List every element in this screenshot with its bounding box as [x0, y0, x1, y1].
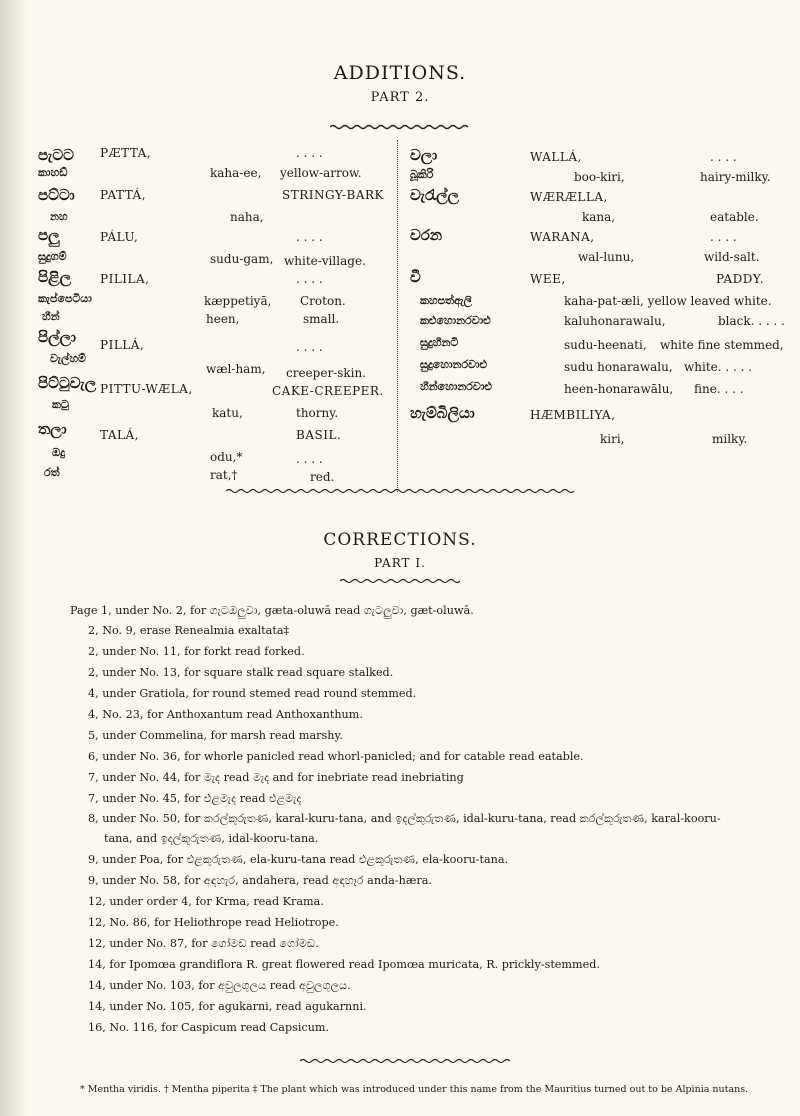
gloss: wal-lunu, [578, 250, 635, 264]
sinhala-gloss: කටු [52, 398, 69, 411]
gloss: sudu honarawalu, [564, 360, 673, 374]
english-label: eatable. [710, 210, 759, 224]
ornamental-rule [340, 578, 460, 584]
english-label: CAKE-CREEPER. [272, 384, 384, 398]
correction-line: Page 1, under No. 2, for ගැටඔලුවා, gæta-oluwā read ගැටලුවා, gæt-oluwā. [70, 604, 474, 617]
gloss: sudu-gam, [210, 252, 274, 266]
english-gloss: wild-salt. [704, 250, 760, 264]
sinhala-gloss: බූකිරි [410, 168, 434, 181]
ornamental-rule [330, 124, 470, 130]
term-roman: TALÁ, [100, 428, 139, 442]
english-label: . . . . [296, 340, 323, 354]
term-roman: HÆMBILIYA, [530, 408, 616, 422]
gloss: wæl-ham, [206, 362, 266, 376]
sinhala-term: වලා [410, 146, 438, 164]
english-label: . . . . [710, 150, 737, 164]
correction-line: 12, under No. 87, for ගෝමඩ read ගෝමඩ. [88, 937, 319, 950]
correction-line: 6, under No. 36, for whorle panicled read whorl-panicled; and for catable read eatable. [88, 750, 584, 763]
gloss: kaha-ee, [210, 166, 262, 180]
english-gloss: thorny. [296, 406, 339, 420]
term-roman: PITTU-WÆLA, [100, 382, 193, 396]
sinhala-term: තලා [38, 420, 67, 438]
english-label: small. [303, 312, 340, 326]
correction-line: 14, for Ipomœa grandiflora R. great flowered read Ipomœa muricata, R. prickly-stemmed. [88, 958, 600, 971]
sinhala-gloss: ඔදු [52, 446, 66, 459]
sinhala-gloss: නහ [50, 210, 68, 223]
english-gloss: red. [310, 470, 335, 484]
correction-line: 5, under Commelina, for marsh read marshy. [88, 729, 343, 742]
correction-line: 2, under No. 11, for forkt read forked. [88, 645, 305, 658]
correction-line: 8, under No. 50, for කරල්කුරුතණ, karal-kuru-tana, and ඉදල්කුරුතණ, idal-kuru-tana, read කරල්කූරුතණ, karal-kooru- [88, 812, 721, 825]
english-label: . . . . [296, 452, 323, 466]
sinhala-term: පිළිල [38, 268, 72, 286]
english-label: white fine stemmed, [660, 338, 784, 352]
term-roman: WÆRÆLLA, [530, 190, 608, 204]
sinhala-term: පලු [38, 226, 60, 244]
english-gloss: yellow-arrow. [280, 166, 362, 180]
term-roman: WARANA, [530, 230, 595, 244]
sinhala-gloss: කාහඩ් [38, 166, 68, 179]
gloss: kana, [582, 210, 616, 224]
sinhala-gloss: වැල්හම් [50, 352, 86, 365]
page-subtitle: PART 2. [370, 90, 430, 105]
term-roman: WEE, [530, 272, 566, 286]
english-label: . . . . [296, 272, 323, 286]
term-roman: PILILA, [100, 272, 150, 286]
english-gloss: creeper-skin. [286, 366, 367, 380]
correction-line: 14, under No. 103, for අවුලගුලය read අවුලගුලය. [88, 979, 351, 992]
correction-line: 16, No. 116, for Caspicum read Capsicum. [88, 1021, 330, 1034]
sinhala-term: පට්ටා [38, 186, 75, 204]
sinhala-term: හීන් [42, 310, 60, 323]
sinhala-term: පැටට [38, 146, 74, 164]
gloss: heen-honarawālu, [564, 382, 674, 396]
sinhala-term: වැරැල්ල [410, 186, 459, 204]
correction-line: tana, and ඉදල්කූරුතණ, idal-kooru-tana. [104, 832, 319, 845]
english-label: black. . . . . [718, 314, 785, 328]
correction-line: 9, under Poa, for එළකුරුතණ, ela-kuru-tana read එළකූරුතණ, ela-kooru-tana. [88, 853, 509, 866]
sinhala-term: වරන [410, 226, 443, 244]
gloss: kæppetiyā, [204, 294, 272, 308]
gloss: naha, [230, 210, 264, 224]
sinhala-term: පිල්ලා [38, 328, 76, 346]
gloss: katu, [212, 406, 243, 420]
ornamental-rule [300, 1058, 510, 1064]
english-label: STRINGY-BARK [282, 188, 385, 202]
gloss: boo-kiri, [574, 170, 625, 184]
sinhala-gloss: සුදුගම් [38, 250, 67, 263]
english-label: white. . . . . [684, 360, 753, 374]
english-label: milky. [712, 432, 748, 446]
english-gloss: Croton. [300, 294, 346, 308]
sinhala-term: හැම්බිලියා [410, 404, 475, 422]
corrections-title: CORRECTIONS. [323, 530, 477, 550]
correction-line: 12, under order 4, for Krma, read Krama. [88, 895, 324, 908]
english-label: PADDY. [716, 272, 765, 286]
correction-line: 4, under Gratiola, for round stemed read round stemmed. [88, 687, 417, 700]
term-roman: WALLÁ, [530, 150, 582, 164]
english-label: . . . . [296, 230, 323, 244]
term-roman: PATTÁ, [100, 188, 147, 202]
term-roman: PÁLU, [100, 230, 139, 244]
sinhala-term: හීන්හොනරවාළු [420, 380, 492, 393]
term-roman: PÆTTA, [100, 146, 152, 160]
english-gloss: white-village. [284, 254, 366, 268]
sinhala-term: සුදුහොනරවාළු [420, 358, 488, 371]
ornamental-rule [226, 488, 576, 494]
correction-line: 9, under No. 58, for අඳහැර, andahera, read අඳහෑර anda-hæra. [88, 874, 432, 887]
term-roman: PILLÁ, [100, 338, 145, 352]
sinhala-term: කහපත්ඇලි [420, 294, 472, 307]
english-label: . . . . [710, 230, 737, 244]
gloss: rat,† [210, 468, 238, 482]
gloss: heen, [206, 312, 240, 326]
correction-line: 14, under No. 105, for agukarni, read agukarnni. [88, 1000, 367, 1013]
english-label: BASIL. [296, 428, 342, 442]
gloss: kiri, [600, 432, 625, 446]
footnote: * Mentha viridis. † Mentha piperita ‡ The plant which was introduced under this name from the Mauritius turned out to be Alpinia nutans. [80, 1084, 749, 1095]
corrections-part: PART I. [374, 556, 426, 570]
gloss: kaha-pat-æli, yellow leaved white. [564, 294, 772, 308]
english-label: . . . . [296, 146, 323, 160]
correction-line: 2, under No. 13, for square stalk read square stalked. [88, 666, 394, 679]
sinhala-term: පිට්ටුවැල [38, 374, 97, 392]
page-title: ADDITIONS. [333, 62, 467, 84]
column-divider [397, 140, 398, 492]
correction-line: 2, No. 9, erase Renealmia exaltata‡ [88, 624, 290, 637]
sinhala-term: කළුහොනරවාළු [420, 314, 491, 327]
english-gloss: hairy-milky. [700, 170, 771, 184]
sinhala-term: සුදුහීනටි [420, 336, 459, 349]
sinhala-term: වී [410, 268, 421, 286]
gloss: kaluhonarawalu, [564, 314, 666, 328]
correction-line: 12, No. 86, for Heliothrope read Heliotrope. [88, 916, 339, 929]
sinhala-gloss: කැප්පෙටියා [38, 292, 92, 305]
sinhala-term: රත් [44, 466, 60, 479]
english-label: fine. . . . [694, 382, 744, 396]
gloss: odu,* [210, 450, 243, 464]
correction-line: 7, under No. 44, for මැද read මැද and for inebriate read inebriating [88, 771, 464, 784]
gloss: sudu-heenati, [564, 338, 647, 352]
correction-line: 7, under No. 45, for එළමැද read එළමැද [88, 792, 302, 805]
correction-line: 4, No. 23, for Anthoxantum read Anthoxanthum. [88, 708, 363, 721]
